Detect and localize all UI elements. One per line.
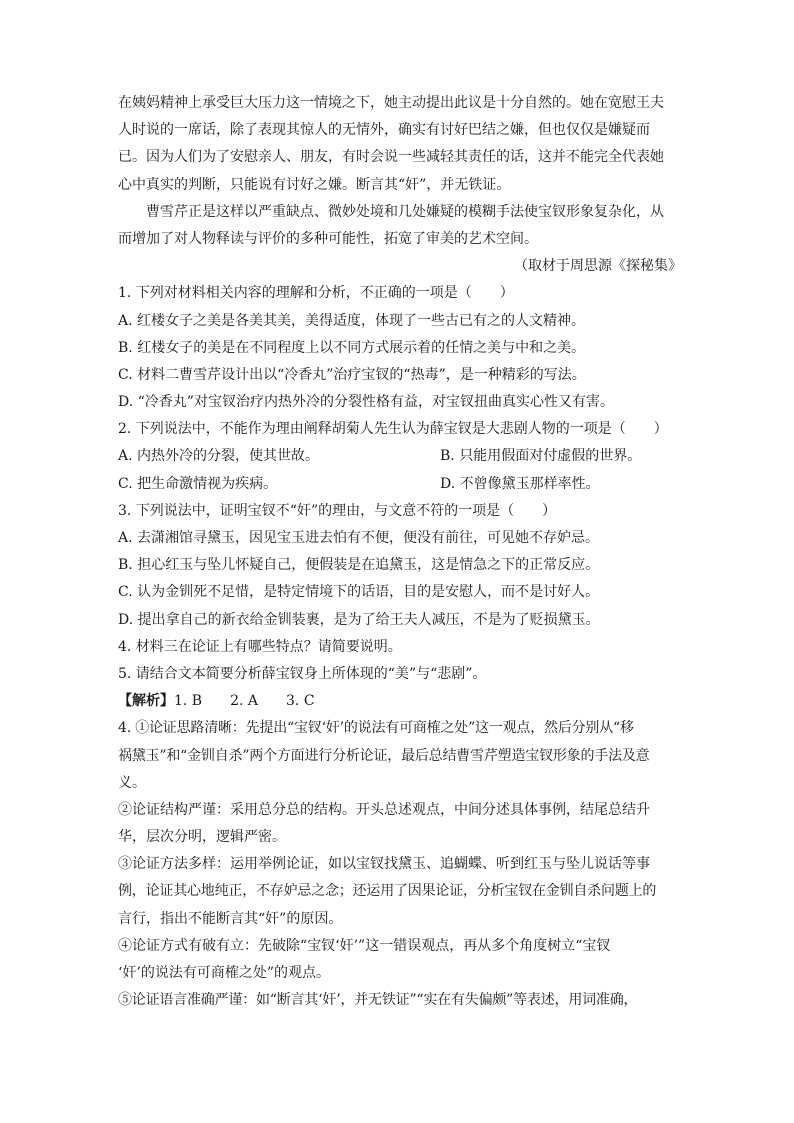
question-4-stem: 4. 材料三在论证上有哪些特点？请简要说明。: [118, 638, 402, 655]
question-1-option-c: C. 材料二曹雪芹设计出以“冷香丸”治疗宝钗的“热毒”，是一种精彩的写法。: [118, 366, 586, 383]
question-2-option-b: B. 只能用假面对付虚假的世界。: [440, 448, 642, 465]
analysis-line: 祸黛玉”和“金钏自杀”两个方面进行分析论证，最后总结曹雪芹塑造宝钗形象的手法及意: [118, 747, 650, 764]
passage-line: 人时说的一席话，除了表现其惊人的无情外，确实有讨好巴结之嫌，但也仅仅是嫌疑而: [118, 122, 650, 139]
analysis-line: ②论证结构严谨：采用总分总的结构。开头总述观点，中间分述具体事例，结尾总结升: [118, 801, 650, 818]
analysis-line: ‘奸’的说法有可商榷之处”的观点。: [118, 965, 331, 981]
analysis-line: 华，层次分明，逻辑严密。: [118, 829, 286, 846]
analysis-line: 4. ①论证思路清晰：先提出“宝钗‘奸’的说法有可商榷之处”这一观点，然后分别从“移: [118, 720, 634, 737]
question-2-option-d: D. 不曾像黛玉那样率性。: [440, 475, 600, 492]
passage-line: 在姨妈精神上承受巨大压力这一情境之下，她主动提出此议是十分自然的。她在宽慰王夫: [118, 95, 664, 111]
question-3-option-c: C. 认为金钏死不足惜，是特定情境下的话语，目的是安慰人，而不是讨好人。: [118, 584, 600, 601]
analysis-answers: 1. B 2. A 3. C: [174, 693, 315, 710]
analysis-line: ⑤论证语言准确严谨：如“断言其‘奸’，并无铁证”“实在有失偏颇”等表述，用词准确，: [118, 992, 638, 1009]
analysis-line: ③论证方法多样：运用举例论证，如以宝钗找黛玉、追蝴蝶、听到红玉与坠儿说话等事: [118, 856, 650, 873]
analysis-line: 言行，指出不能断言其“奸”的原因。: [118, 910, 343, 927]
passage-line: 心中真实的判断，只能说有讨好之嫌。断言其“奸”，并无铁证。: [118, 176, 511, 193]
document-page: [118, 90, 684, 1014]
passage-line: 而增加了对人物释读与评价的多种可能性，拓宽了审美的艺术空间。: [118, 230, 538, 247]
question-2-options-row-2: [118, 471, 684, 498]
passage-line: 曹雪芹正是这样以严重缺点、微妙处境和几处嫌疑的模糊手法使宝钗形象复杂化，从: [146, 203, 664, 220]
question-2-stem: 2. 下列说法中，不能作为理由阐释胡菊人先生认为薛宝钗是大悲剧人物的一项是（ ）: [118, 421, 668, 438]
question-3-option-d: D. 提出拿自己的新衣给金钏装裹，是为了给王夫人减压，不是为了贬损黛玉。: [118, 611, 600, 628]
passage-line: 已。因为人们为了安慰亲人、朋友，有时会说一些减轻其责任的话，这并不能完全代表她: [118, 149, 664, 166]
analysis-line: ④论证方式有破有立：先破除“宝钗‘奸’”这一错误观点，再从多个角度树立“宝钗: [118, 937, 611, 954]
analysis-answer-line: [118, 688, 684, 715]
question-3-option-b: B. 担心红玉与坠儿怀疑自己，便假装是在追黛玉，这是情急之下的正常反应。: [118, 557, 600, 574]
question-1-option-b: B. 红楼女子的美是在不同程度上以不同方式展示着的任情之美与中和之美。: [118, 339, 586, 356]
question-3-option-a: A. 去潇湘馆寻黛玉，因见宝玉进去怕有不便，便没有前往，可见她不存妒忌。: [118, 530, 600, 546]
question-2-option-a: A. 内热外冷的分裂，使其世故。: [118, 448, 320, 465]
question-2-options-row-1: [118, 443, 684, 470]
source-citation: （取材于周思源《探秘集》: [514, 258, 682, 275]
question-5-stem: 5. 请结合文本简要分析薛宝钗身上所体现的“美”与“悲剧”。: [118, 665, 487, 682]
analysis-line: 义。: [118, 774, 146, 791]
analysis-line: 例，论证其心地纯正，不存妒忌之念；还运用了因果论证，分析宝钗在金钏自杀问题上的: [118, 883, 657, 900]
question-1-stem: 1. 下列对材料相关内容的理解和分析，不正确的一项是（ ）: [118, 285, 514, 302]
question-3-stem: 3. 下列说法中，证明宝钗不“奸”的理由，与文意不符的一项是（ ）: [118, 502, 557, 519]
question-1-option-d: D. “冷香丸”对宝钗治疗内热外冷的分裂性格有益，对宝钗扭曲真实心性又有害。: [118, 394, 614, 411]
question-1-option-a: A. 红楼女子之美是各美其美，美得适度，体现了一些古已有之的人文精神。: [118, 312, 586, 329]
question-2-option-c: C. 把生命激情视为疾病。: [118, 475, 278, 492]
analysis-label: 【解析】: [118, 693, 174, 710]
